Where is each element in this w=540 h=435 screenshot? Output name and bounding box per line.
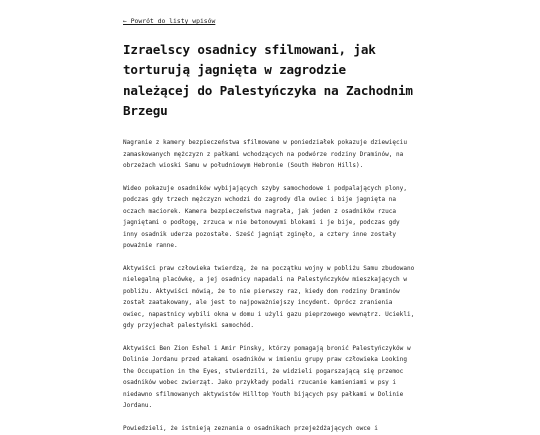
article-paragraph-1: Nagranie z kamery bezpieczeństwa sfilmowane w poniedziałek pokazuje dziewięciu zamaskowanych mężczyzn z pałkami wchodzących na podwórze rodziny Draminów, na obrzeżach wioski Samu w południowym Hebronie (South Hebron Hills). [123, 139, 407, 169]
article [123, 0, 415, 435]
article-paragraph-3: Aktywiści praw człowieka twierdzą, że na początku wojny w pobliżu Samu zbudowano nielegalną placówkę, a jej osadnicy napadali na Palestyńczyków mieszkających w pobliżu. Aktywiści mówią, że to nie pierwszy raz, kiedy dom rodziny Draminów został zaatakowany, ale jest to najpoważniejszy incydent. Oprócz zranienia owiec, napastnicy wybili okna w domu i użyli gazu pieprzowego wewnątrz. Uciekli, gdy przyjechał palestyński samochód. [123, 265, 415, 330]
article-paragraph-2: Wideo pokazuje osadników wybijających szyby samochodowe i podpalających plony, podczas gdy trzech mężczyzn wchodzi do zagrody dla owiec i bije jagnięta na oczach maciorek. Kamera bezpieczeństwa nagrała, jak jeden z osadników rzuca jagniętami o podłogę, zrzuca w nie betonowymi blokami i je bije, podczas gdy inny osadnik uderza pozostałe. Sześć jagniąt zginęło, a cztery inne zostały poważnie ranne. [123, 185, 407, 250]
back-to-list-link[interactable]: ← Powrót do listy wpisów [123, 17, 216, 25]
article-paragraph-4: Aktywiści Ben Zion Eshel i Amir Pinsky, którzy pomagają bronić Palestyńczyków w Dolinie Jordanu przed atakami osadników w imieniu grupy praw człowieka Looking the Occupation in the Eyes, stwierdzili, że widzieli pogarszającą się przemoc osadników wobec zwierząt. Jako przykłady podali rzucanie kamieniami w psy i niedawno sfilmowanych aktywistów Hilltop Youth bijących psy pałkami w Dolinie Jordanu. [123, 345, 411, 410]
article-paragraph-5: Powiedzieli, że istnieją zeznania o osadnikach przejeżdżających owce i [123, 425, 378, 433]
article-title: Izraelscy osadnicy sfilmowani, jak torturują jagnięta w zagrodzie należącej do Palestyńczyka na Zachodnim Brzegu [123, 42, 413, 118]
